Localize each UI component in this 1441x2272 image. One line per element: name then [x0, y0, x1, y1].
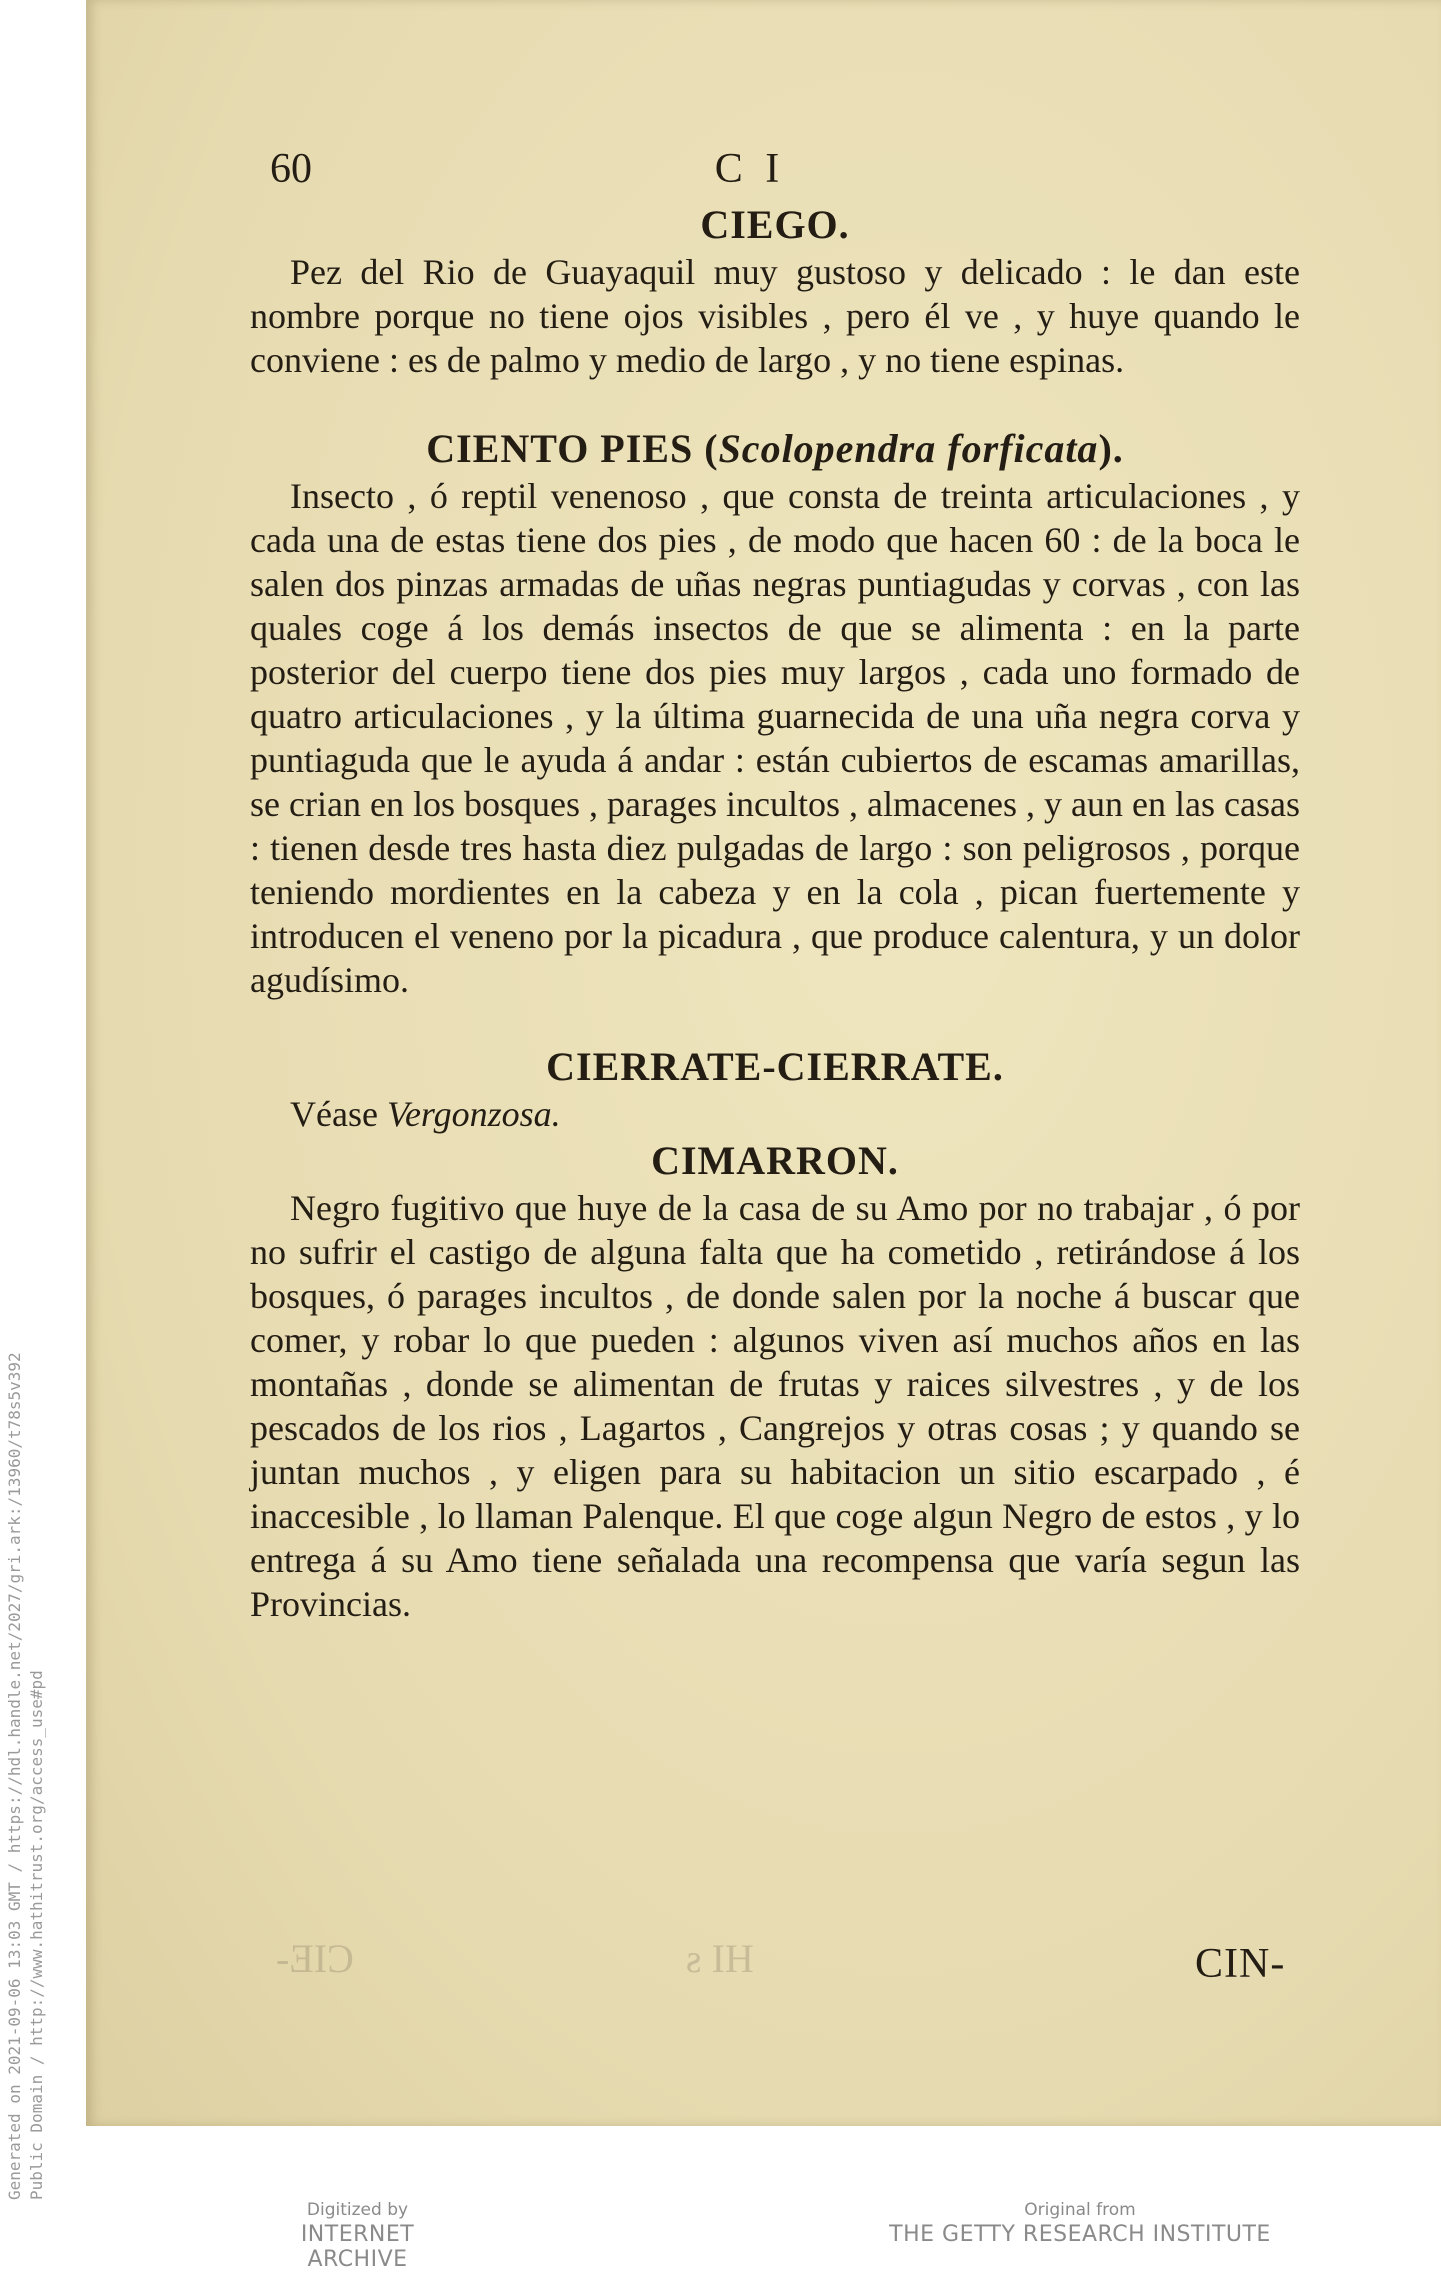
running-head: C I — [714, 146, 786, 192]
show-through-mark: -ƎIƆ — [276, 1936, 354, 1981]
see-prefix: Véase — [290, 1094, 378, 1134]
source-institution: THE GETTY RESEARCH INSTITUTE — [889, 2222, 1271, 2247]
entry-text-ciento-pies: Insecto , ó reptil venenoso , que consta de treinta articulaciones , y cada una de estas tiene dos pies , de modo que hacen 60 : de la boca le salen dos pinzas armadas de uñas negras puntiagudas y corvas , con las quales coge á los demás insectos de que se alimenta : en la parte posterior del cuerpo tiene dos pies muy largos , cada uno formado de quatro articulaciones , y la última guarnecida de una uña negra corva y puntiaguda que le ayuda á andar : están cubiertos de escamas amarillas, se crian en los bosques , parages incultos , almacenes , y aun en las casas : tienen desde tres hasta diez pulgadas de largo : son peligrosos , porque teniendo mordientes en la cabeza y en la cola , pican fuertemente y introducen el veneno por la picadura , que produce calentura, y un dolor agudísimo. — [250, 476, 1300, 1000]
access-stamp-line-1: Generated on 2021-09-06 13:03 GMT / https://hdl.handle.net/2027/gri.ark:/13960/t78s5v392 — [5, 1352, 24, 2200]
dictionary-entries — [250, 200, 1300, 1626]
cross-reference — [250, 1092, 1300, 1136]
entry-title-cierrate: CIERRATE-CIERRATE. — [546, 1044, 1004, 1089]
entry-title-ciego: CIEGO. — [700, 202, 850, 247]
original-from-credit — [880, 2200, 1280, 2247]
original-from-label: Original from — [1024, 2200, 1136, 2220]
entry-title-ciento-pies — [250, 424, 1300, 474]
entry-text-ciego: Pez del Rio de Guayaquil muy gustoso y delicado : le dan este nombre porque no tiene ojos visibles , pero él ve , y huye quando le conviene : es de palmo y medio de largo , y no tiene espinas. — [250, 252, 1300, 380]
spacer — [250, 382, 1300, 424]
spacer — [250, 1002, 1300, 1042]
title-close: ). — [1098, 426, 1124, 471]
page-number: 60 — [270, 146, 312, 192]
digitized-by-credit — [250, 2200, 465, 2272]
see-target: Vergonzosa. — [386, 1094, 561, 1134]
digitizer-name: INTERNET ARCHIVE — [300, 2222, 415, 2272]
digitized-by-label: Digitized by — [306, 2200, 409, 2220]
catchword: CIN- — [1195, 1941, 1286, 1987]
title-text: CIENTO PIES ( — [426, 426, 719, 471]
show-through-mark: ƨ IH — [686, 1936, 754, 1981]
entry-text-cimarron: Negro fugitivo que huye de la casa de su Amo por no trabajar , ó por no sufrir el castigo de alguna falta que ha cometido , retirándose á los bosques, ó parages incultos , de donde salen por la noche á buscar que comer, y robar lo que pueden : algunos viven así muchos años en las montañas , donde se alimentan de frutas y raices silvestres , y de los pescados de los rios , Lagartos , Cangrejos y otras cosas ; y quando se juntan muchos , y eligen para su habitacion un sitio escarpado , é inaccesible , lo llaman Palenque. El que coge algun Negro de estos , y lo entrega á su Amo tiene señalada una recompensa que varía segun las Provincias. — [250, 1188, 1300, 1624]
access-stamp — [4, 1352, 48, 2200]
scientific-name: Scolopendra forficata — [718, 426, 1099, 471]
access-stamp-line-2: Public Domain / http://www.hathitrust.org/access_use#pd — [27, 1670, 46, 2200]
entry-title-cimarron: CIMARRON. — [651, 1138, 899, 1183]
